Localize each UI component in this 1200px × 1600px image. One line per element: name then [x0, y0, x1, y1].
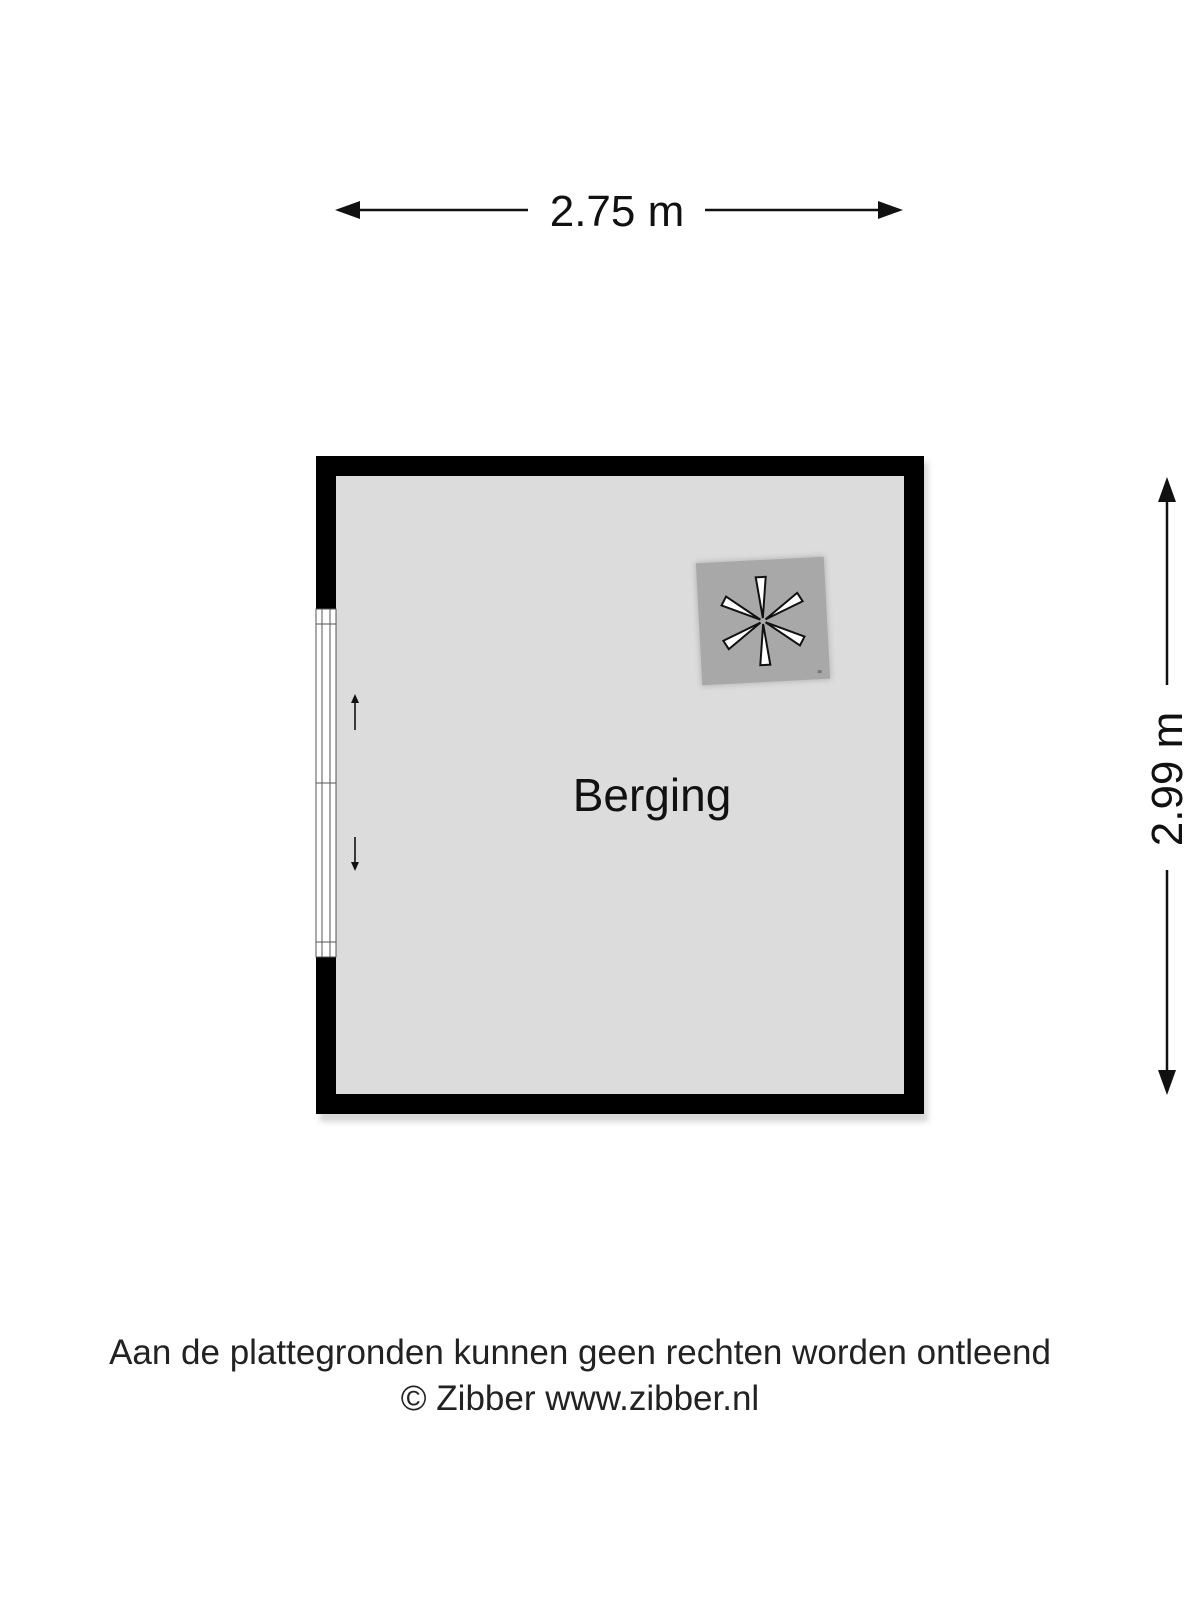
height-dimension-line — [1143, 477, 1192, 1095]
copyright-text: © Zibber www.zibber.nl — [400, 1379, 760, 1418]
ventilation-unit-icon — [695, 556, 831, 687]
height-dimension-label: 2.99 m — [1143, 711, 1192, 847]
disclaimer-text: Aan de plattegronden kunnen geen rechten worden ontleend — [109, 1333, 1051, 1372]
width-dimension-label: 2.75 m — [549, 187, 685, 236]
sliding-door — [316, 609, 336, 957]
room-label: Berging — [572, 769, 732, 821]
width-dimension-line — [335, 187, 903, 236]
footer-notice — [0, 1330, 1160, 1422]
